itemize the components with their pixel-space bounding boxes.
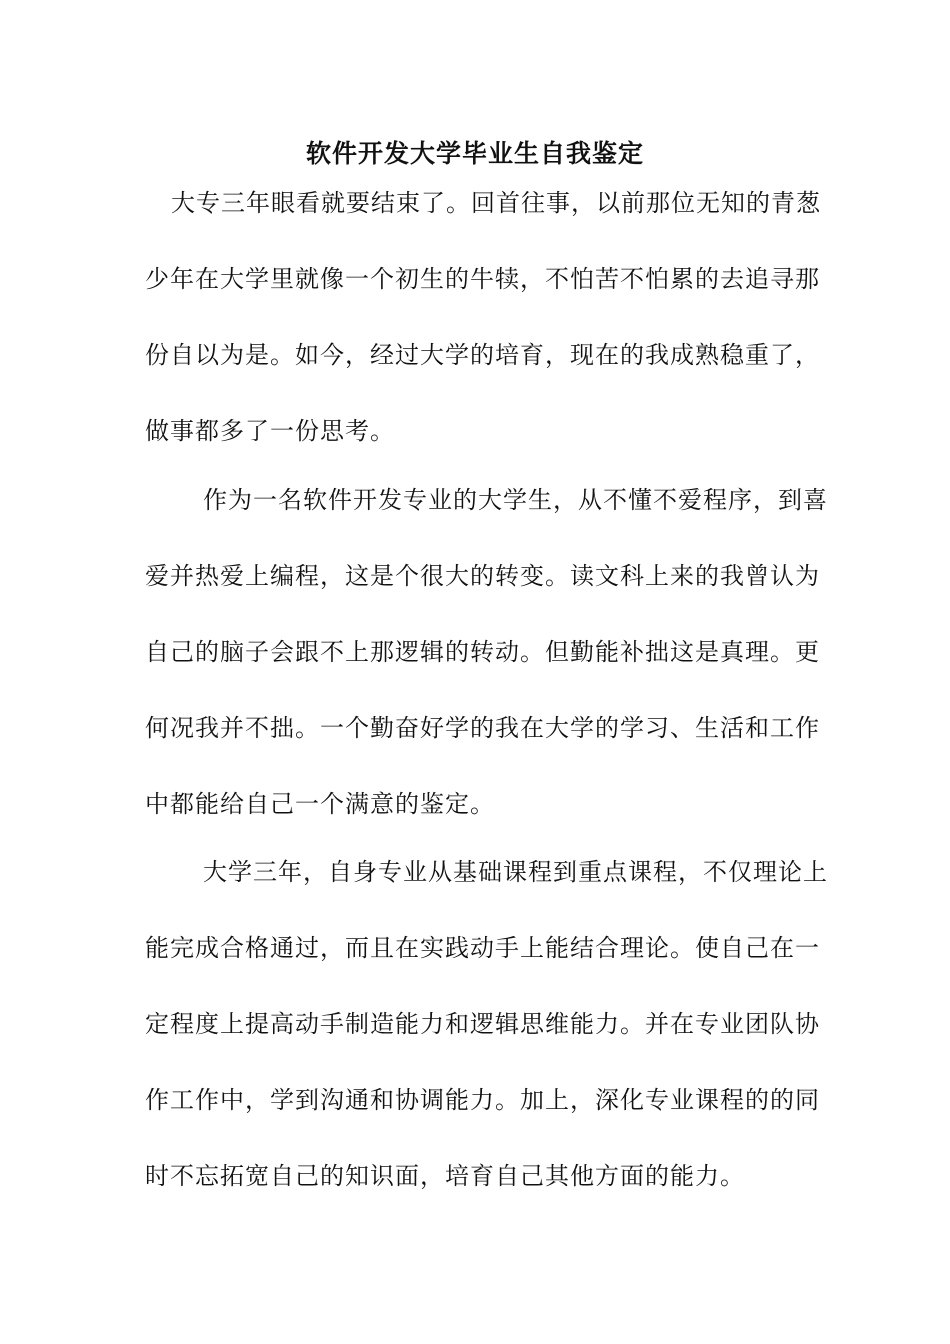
paragraph-line: 大专三年眼看就要结束了。回首往事，以前那位无知的青葱	[171, 189, 821, 217]
paragraph-line: 何况我并不拙。一个勤奋好学的我在大学的学习、生活和工作	[145, 714, 820, 742]
paragraph-line: 时不忘拓宽自己的知识面，培育自己其他方面的能力。	[145, 1162, 745, 1190]
paragraph-2	[145, 484, 828, 864]
paragraph-line: 作工作中，学到沟通和协调能力。加上，深化专业课程的的同	[145, 1086, 820, 1114]
paragraph-line: 爱并热爱上编程，这是个很大的转变。读文科上来的我曾认为	[145, 562, 820, 590]
paragraph-line: 中都能给自己一个满意的鉴定。	[145, 790, 495, 818]
paragraph-line: 做事都多了一份思考。	[145, 417, 395, 445]
paragraph-line: 能完成合格通过，而且在实践动手上能结合理论。使自己在一	[145, 934, 820, 962]
paragraph-line: 份自以为是。如今，经过大学的培育，现在的我成熟稳重了，	[145, 341, 820, 369]
paragraph-line: 作为一名软件开发专业的大学生，从不懂不爱程序，到喜	[203, 486, 828, 514]
paragraph-line: 自己的脑子会跟不上那逻辑的转动。但勤能补拙这是真理。更	[145, 638, 820, 666]
document-title: 软件开发大学毕业生自我鉴定	[305, 139, 644, 168]
paragraph-line: 少年在大学里就像一个初生的牛犊，不怕苦不怕累的去追寻那	[145, 265, 820, 293]
paragraph-1	[145, 187, 821, 491]
paragraph-line: 定程度上提高动手制造能力和逻辑思维能力。并在专业团队协	[145, 1010, 820, 1038]
paragraph-line: 大学三年，自身专业从基础课程到重点课程，不仅理论上	[203, 858, 828, 886]
paragraph-3	[145, 856, 828, 1236]
